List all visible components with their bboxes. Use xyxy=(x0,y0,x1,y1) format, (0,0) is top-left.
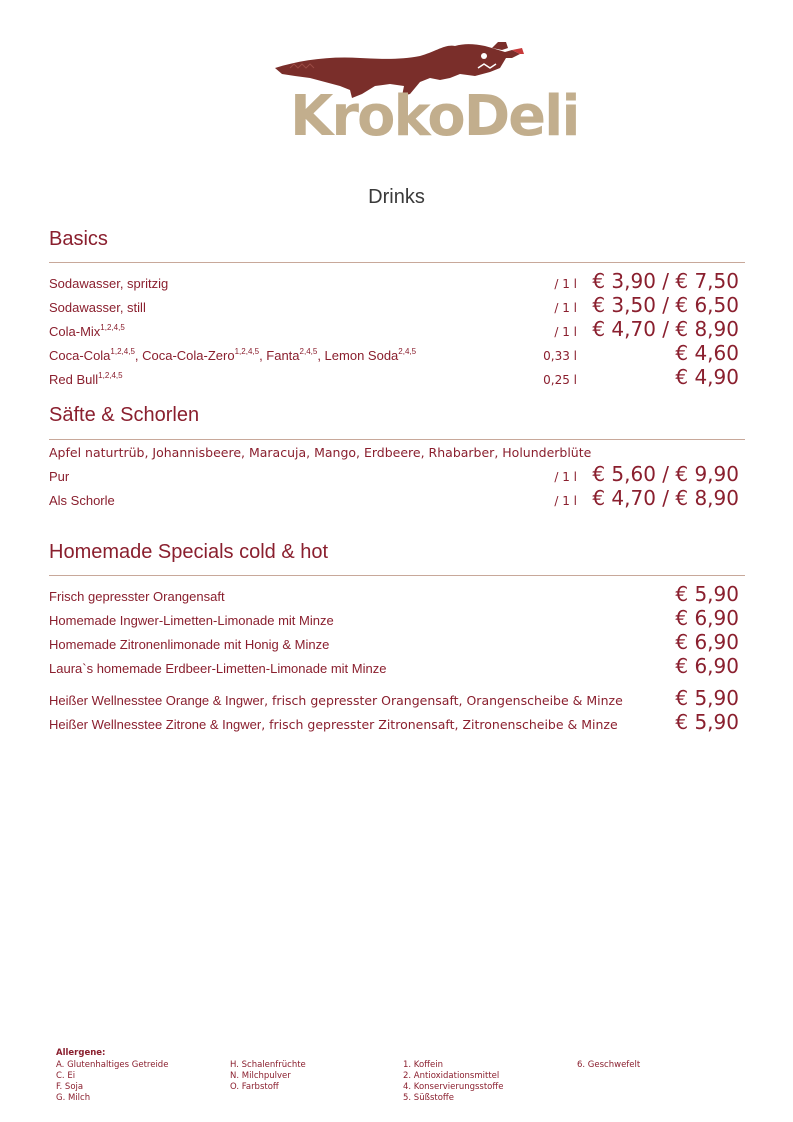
item-price: € 4,70 / € 8,90 xyxy=(592,317,739,341)
item-price: € 6,90 xyxy=(675,654,739,678)
menu-item xyxy=(49,367,745,389)
item-price: € 6,90 xyxy=(675,606,739,630)
item-name: Heißer Wellnesstee Orange & Ingwer, frisch gepresster Orangensaft, Orangenscheibe & Minze xyxy=(49,693,623,708)
allergen-entry: 1. Koffein xyxy=(403,1060,443,1070)
allergen-entry: O. Farbstoff xyxy=(230,1082,279,1092)
item-price: € 5,90 xyxy=(675,710,739,734)
allergen-entry: 2. Antioxidationsmittel xyxy=(403,1071,500,1081)
item-name: Heißer Wellnesstee Zitrone & Ingwer, frisch gepresster Zitronensaft, Zitronenscheibe & Minze xyxy=(49,717,618,732)
item-name: Sodawasser, still xyxy=(49,300,146,315)
item-price: € 5,60 / € 9,90 xyxy=(592,462,739,486)
allergen-entry: 6. Geschwefelt xyxy=(577,1060,641,1070)
item-size: / 1 l xyxy=(554,277,577,291)
item-name: Homemade Ingwer-Limetten-Limonade mit Minze xyxy=(49,613,334,628)
item-size: / 1 l xyxy=(554,301,577,315)
menu-item xyxy=(49,343,745,365)
menu-item xyxy=(49,688,745,710)
logo-wordmark: KrokoDeli xyxy=(290,84,579,149)
allergen-heading: Allergene: xyxy=(56,1048,106,1058)
item-name: Homemade Zitronenlimonade mit Honig & Minze xyxy=(49,637,330,652)
menu-item xyxy=(49,632,745,654)
allergen-column xyxy=(230,1060,306,1093)
item-price: € 4,60 xyxy=(675,341,739,365)
krokodeli-logo xyxy=(270,38,579,158)
item-price: € 6,90 xyxy=(675,630,739,654)
item-name: Pur xyxy=(49,469,70,484)
menu-item xyxy=(49,712,745,734)
item-size: 0,25 l xyxy=(543,373,577,387)
allergen-entry: A. Glutenhaltiges Getreide xyxy=(56,1060,169,1070)
item-size: / 1 l xyxy=(554,325,577,339)
section-title-homemade: Homemade Specials cold & hot xyxy=(49,541,329,563)
allergen-entry: H. Schalenfrüchte xyxy=(230,1060,306,1070)
allergen-entry: 5. Süßstoffe xyxy=(403,1093,454,1103)
allergen-entry: G. Milch xyxy=(56,1093,91,1103)
menu-item xyxy=(49,319,745,341)
menu-item xyxy=(49,584,745,606)
section-title-basics: Basics xyxy=(49,228,108,250)
allergen-legend xyxy=(56,1048,756,1103)
item-name: Red Bull$^{1,2,4,5}$ xyxy=(49,371,123,387)
page-title: Drinks xyxy=(368,186,425,208)
menu-item xyxy=(49,488,745,510)
allergen-entry: 4. Konservierungsstoffe xyxy=(403,1082,504,1092)
menu-item xyxy=(49,271,745,293)
item-price: € 3,50 / € 6,50 xyxy=(592,293,739,317)
allergen-column xyxy=(403,1060,503,1104)
item-price: € 5,90 xyxy=(675,582,739,606)
juice-varieties: Apfel naturtrüb, Johannisbeere, Maracuja, Mango, Erdbeere, Rhabarber, Holunderblüte xyxy=(49,445,592,460)
menu-item xyxy=(49,656,745,678)
allergen-entry: N. Milchpulver xyxy=(230,1071,291,1081)
menu-item xyxy=(49,608,745,630)
section-divider xyxy=(49,439,745,440)
menu-item xyxy=(49,295,745,317)
section-divider xyxy=(49,262,745,263)
item-name: Cola-Mix$^{1,2,4,5}$ xyxy=(49,323,125,339)
item-name: Als Schorle xyxy=(49,493,115,508)
item-name: Laura`s homemade Erdbeer-Limetten-Limonade mit Minze xyxy=(49,661,387,676)
item-size: 0,33 l xyxy=(543,349,577,363)
section-divider xyxy=(49,575,745,576)
item-name: Coca-Cola$^{1,2,4,5}$, Coca-Cola-Zero$^{1,2,4,5}$, Fanta$^{2,4,5}$, Lemon Soda$^{2,4,5}$ xyxy=(49,347,417,363)
item-price: € 4,70 / € 8,90 xyxy=(592,486,739,510)
menu-item xyxy=(49,464,745,486)
item-name: Frisch gepresster Orangensaft xyxy=(49,589,225,604)
item-size: / 1 l xyxy=(554,470,577,484)
allergen-column xyxy=(56,1060,168,1104)
allergen-entry: C. Ei xyxy=(56,1071,76,1081)
section-title-saefte: Säfte & Schorlen xyxy=(49,404,200,426)
item-size: / 1 l xyxy=(554,494,577,508)
allergen-entry: F. Soja xyxy=(56,1082,84,1092)
item-price: € 3,90 / € 7,50 xyxy=(592,269,739,293)
item-name: Sodawasser, spritzig xyxy=(49,276,169,291)
allergen-column xyxy=(577,1060,640,1071)
item-price: € 5,90 xyxy=(675,686,739,710)
item-price: € 4,90 xyxy=(675,365,739,389)
